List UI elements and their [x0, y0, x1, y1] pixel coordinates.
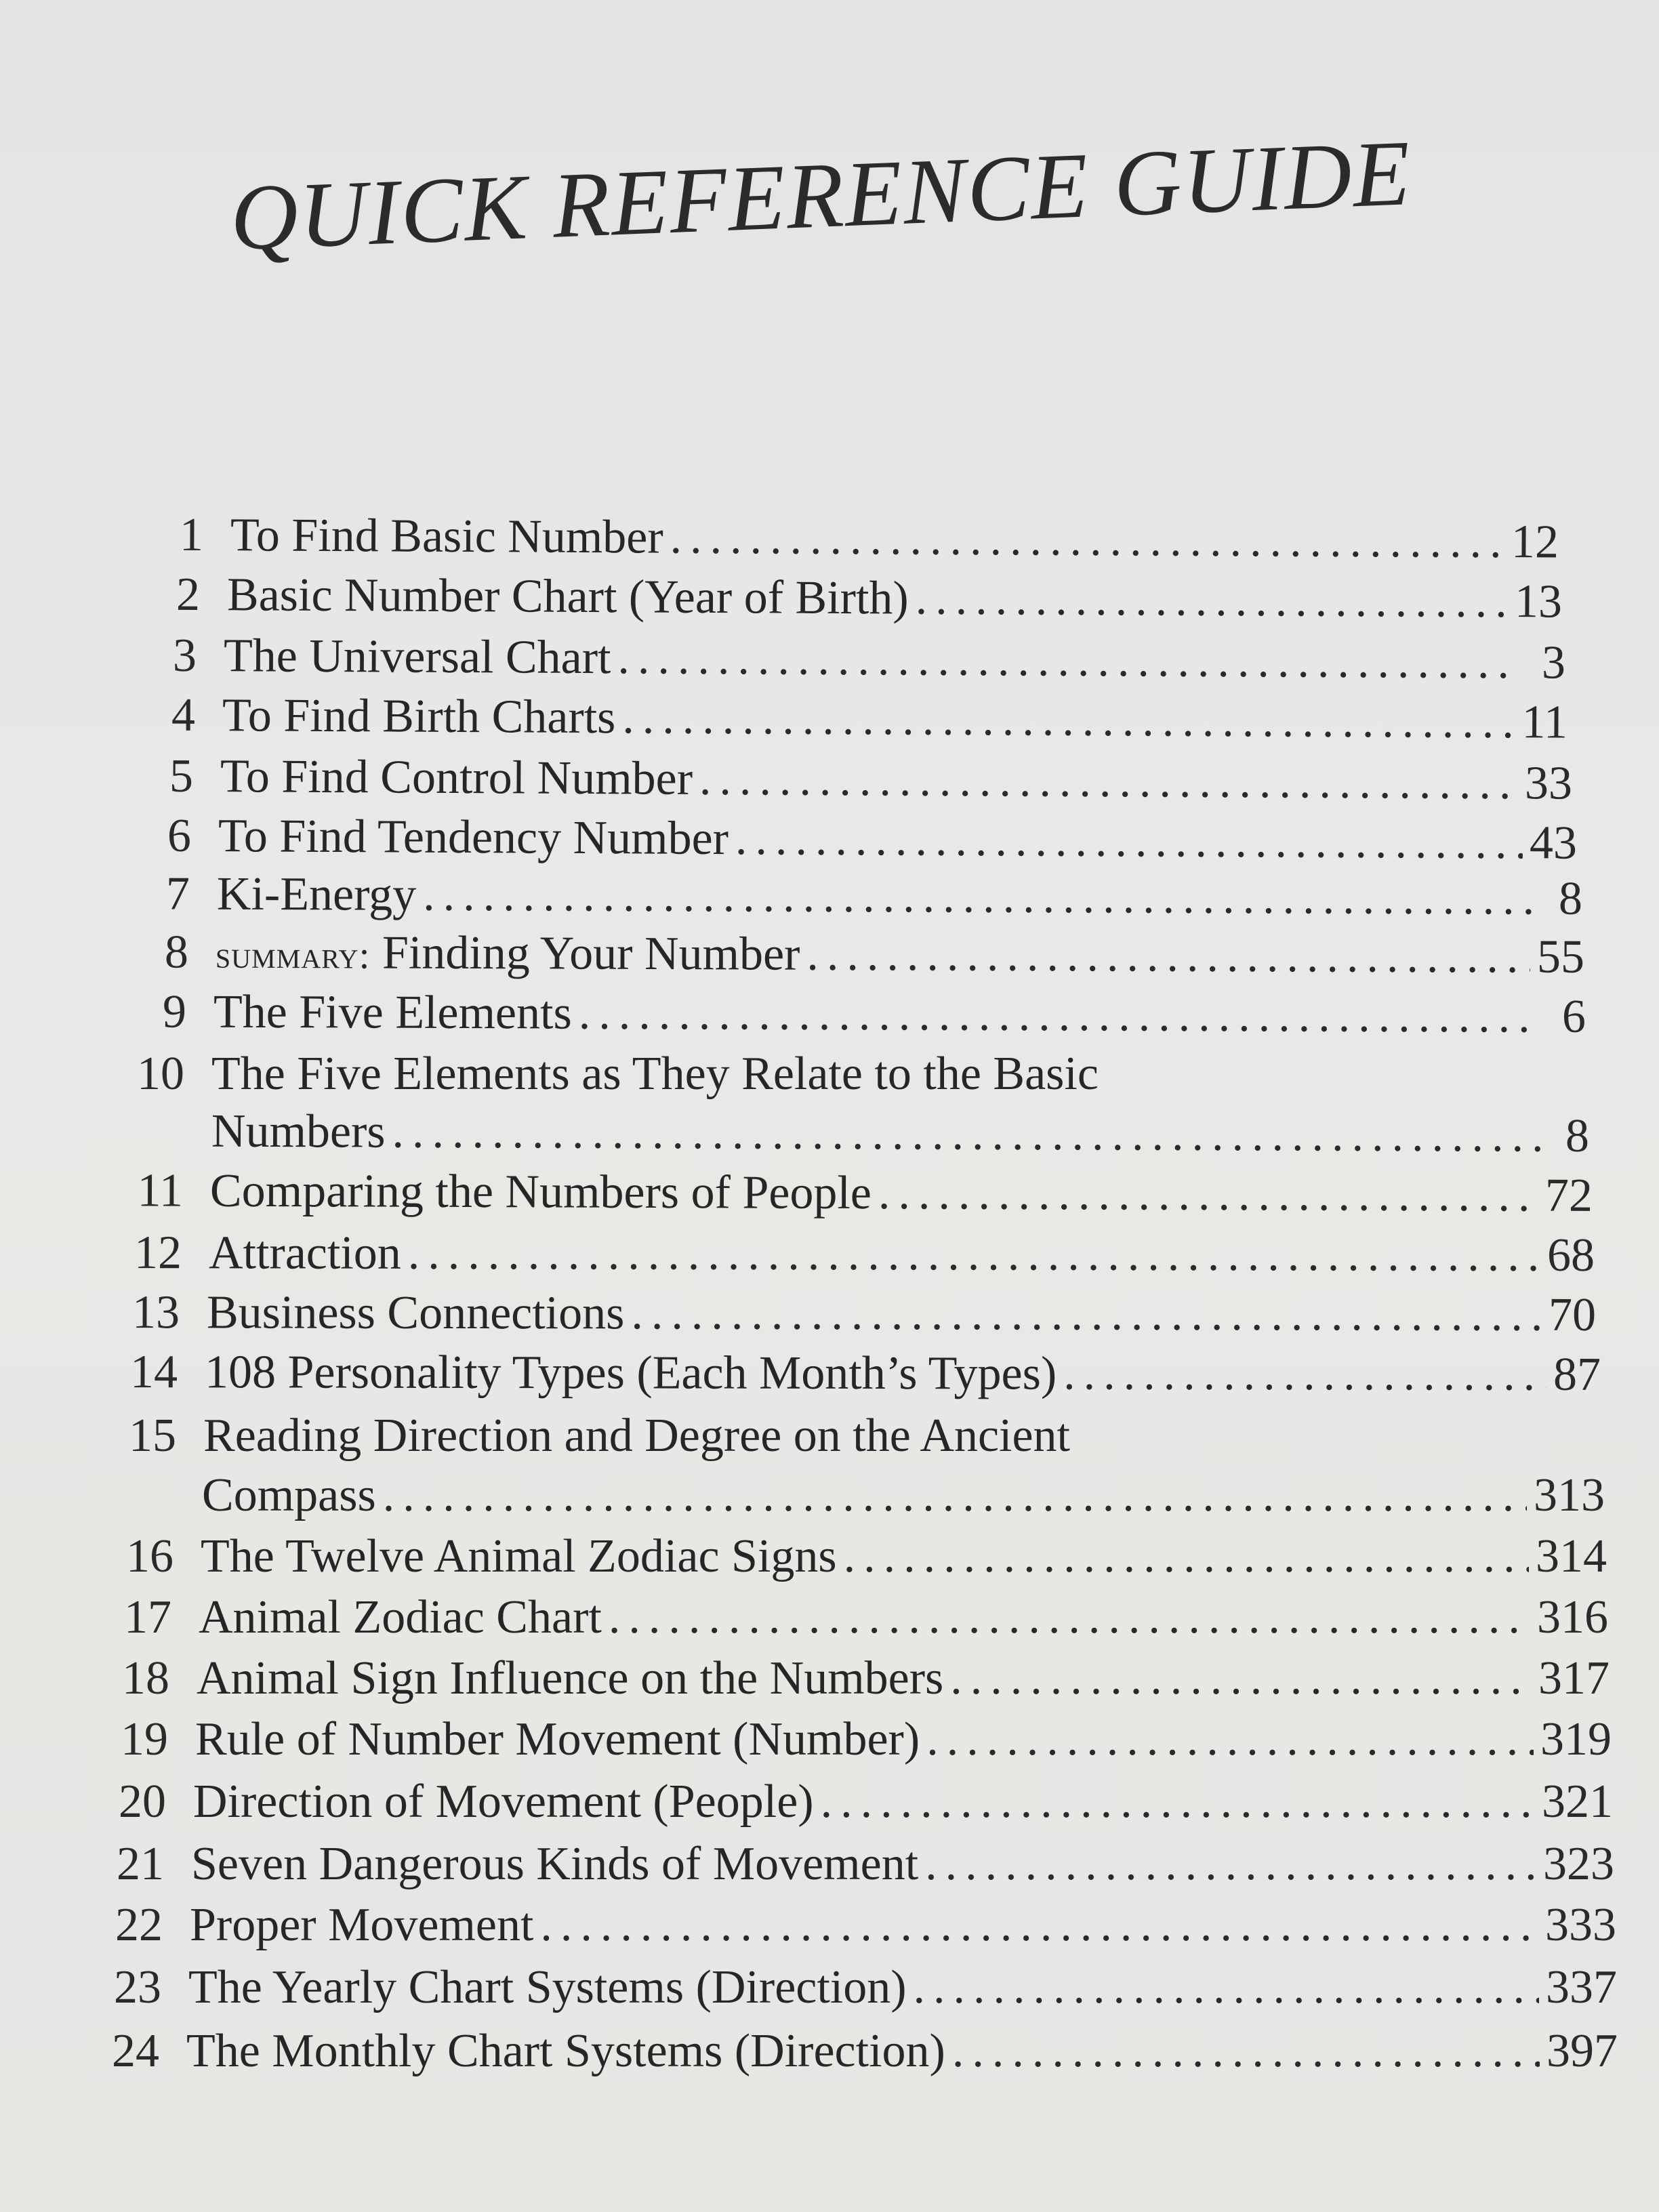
item-number: 1: [179, 508, 204, 562]
item-number: 15: [129, 1410, 176, 1462]
item-page: 13: [1514, 575, 1563, 628]
list-item: [103, 1346, 1601, 1401]
item-number: 18: [122, 1652, 169, 1704]
dot-leader: [844, 1533, 1529, 1580]
list-item: [91, 1778, 1613, 1826]
list-item: [108, 1164, 1593, 1222]
dot-leader: [423, 872, 1535, 923]
item-page: 87: [1553, 1348, 1601, 1401]
list-item: [122, 629, 1566, 689]
item-number: 23: [114, 1961, 161, 2013]
item-label: The Yearly Chart Systems (Direction): [188, 1961, 907, 2013]
item-number: 22: [115, 1899, 163, 1951]
item-label: Business Connections: [206, 1286, 625, 1340]
dot-leader: [878, 1170, 1538, 1219]
list-item: [85, 2025, 1618, 2077]
item-page: 12: [1511, 516, 1559, 569]
item-label-text: Finding Your Number: [382, 926, 800, 981]
item-page: 321: [1542, 1776, 1613, 1828]
item-label: The Five Elements: [213, 985, 572, 1040]
item-page: 3: [1541, 636, 1566, 689]
item-label: The Monthly Chart Systems (Direction): [186, 2025, 945, 2077]
dot-leader: [916, 575, 1509, 626]
page-title: QUICK REFERENCE GUIDE: [228, 121, 1414, 270]
list-item: [119, 750, 1573, 810]
item-page: 317: [1538, 1652, 1610, 1704]
dot-leader: [670, 514, 1504, 566]
item-page: 6: [1561, 990, 1586, 1043]
item-number: 2: [176, 568, 201, 621]
item-label: Seven Dangerous Kinds of Movement: [191, 1838, 919, 1890]
item-page: 314: [1536, 1530, 1607, 1582]
item-page: 397: [1547, 2025, 1618, 2077]
summary-prefix: summary:: [215, 933, 371, 977]
list-item: [89, 1838, 1614, 1890]
list-item: [129, 508, 1559, 569]
item-page: 337: [1546, 1961, 1617, 2013]
list-item-continuation: [100, 1469, 1605, 1521]
item-number: 21: [117, 1838, 164, 1890]
item-label: Ki-Energy: [216, 867, 417, 921]
item-page: 316: [1537, 1591, 1608, 1643]
item-page: 72: [1544, 1169, 1593, 1222]
item-label: [215, 926, 800, 981]
item-label: Rule of Number Movement (Number): [195, 1713, 920, 1765]
list-item: [107, 1227, 1595, 1282]
item-number: 11: [137, 1164, 184, 1217]
item-number: 12: [134, 1227, 182, 1279]
item-page: 323: [1543, 1838, 1614, 1890]
dot-leader: [926, 1716, 1534, 1763]
list-item: [87, 1961, 1617, 2013]
list-item: [121, 689, 1568, 749]
item-label: Comparing the Numbers of People: [209, 1164, 872, 1220]
item-label: 108 Personality Types (Each Month’s Types): [204, 1346, 1057, 1400]
item-page: 70: [1548, 1288, 1597, 1341]
list-item: [125, 568, 1563, 628]
dot-leader: [617, 634, 1518, 687]
list-item: [102, 1412, 1603, 1460]
item-number: 13: [131, 1286, 180, 1339]
item-number: 8: [164, 926, 189, 979]
list-item: [88, 1899, 1616, 1951]
item-number: 4: [171, 689, 196, 741]
item-number: 9: [162, 985, 187, 1038]
list-item: [110, 1050, 1587, 1098]
dot-leader: [631, 1290, 1542, 1338]
list-item: [114, 928, 1584, 981]
list-item: [95, 1652, 1610, 1704]
dot-leader: [392, 1109, 1542, 1160]
item-page: 333: [1545, 1899, 1616, 1951]
item-number: 17: [124, 1591, 171, 1643]
dot-leader: [579, 990, 1538, 1041]
item-label: Proper Movement: [190, 1899, 534, 1951]
item-number: 19: [121, 1713, 168, 1765]
item-number: 7: [165, 867, 190, 920]
dot-leader: [383, 1472, 1527, 1519]
item-page: 55: [1536, 930, 1585, 983]
dot-leader: [408, 1230, 1540, 1279]
item-label: Animal Zodiac Chart: [199, 1591, 602, 1643]
dot-leader: [609, 1594, 1530, 1641]
item-number: 5: [169, 750, 194, 802]
dot-leader: [1063, 1351, 1547, 1399]
item-label: Attraction: [208, 1227, 401, 1279]
item-number: 16: [126, 1530, 173, 1582]
dot-leader: [806, 931, 1530, 981]
item-page: 319: [1540, 1713, 1612, 1765]
list-item: [112, 985, 1586, 1043]
list-item-continuation: [110, 1107, 1589, 1160]
item-number: 10: [137, 1048, 184, 1100]
dot-leader: [821, 1778, 1535, 1826]
dot-leader: [622, 694, 1515, 746]
item-label: Animal Sign Influence on the Numbers: [197, 1652, 944, 1704]
list-item: [97, 1591, 1608, 1643]
item-page: 8: [1558, 872, 1583, 925]
item-label: Reading Direction and Degree on the Ancient: [203, 1410, 1071, 1462]
dot-leader: [925, 1841, 1536, 1888]
item-page: 313: [1534, 1469, 1605, 1521]
item-label: The Twelve Animal Zodiac Signs: [201, 1530, 837, 1582]
list-item: [105, 1286, 1597, 1341]
dot-leader: [540, 1902, 1538, 1949]
item-page: 11: [1521, 696, 1568, 749]
dot-leader: [950, 1655, 1532, 1702]
dot-leader: [699, 756, 1518, 807]
item-label: The Universal Chart: [223, 630, 611, 684]
item-number: 3: [172, 629, 197, 682]
item-number: 14: [129, 1346, 178, 1399]
item-label: To Find Birth Charts: [222, 689, 616, 744]
item-page: 68: [1547, 1229, 1595, 1282]
list-item: [117, 809, 1578, 869]
item-label: Direction of Movement (People): [193, 1776, 814, 1828]
dot-leader: [735, 815, 1523, 867]
list-item: [115, 867, 1583, 925]
item-page: 8: [1565, 1109, 1590, 1162]
item-label: Compass: [202, 1469, 376, 1521]
item-label: To Find Basic Number: [230, 509, 663, 564]
item-page: 43: [1529, 817, 1578, 869]
item-label: Basic Number Chart (Year of Birth): [226, 569, 909, 625]
dot-leader: [952, 2028, 1540, 2075]
item-number: 6: [167, 809, 192, 862]
item-number: 24: [112, 2025, 159, 2077]
item-page: 33: [1524, 757, 1573, 810]
dot-leader: [914, 1964, 1539, 2011]
item-label: Numbers: [211, 1105, 386, 1158]
list-item: [94, 1713, 1612, 1765]
item-label: To Find Tendency Number: [218, 810, 729, 865]
item-label: The Five Elements as They Relate to the Basic: [211, 1048, 1099, 1100]
item-label: To Find Control Number: [220, 750, 693, 805]
item-number: 20: [119, 1776, 166, 1828]
list-item: [99, 1530, 1607, 1582]
